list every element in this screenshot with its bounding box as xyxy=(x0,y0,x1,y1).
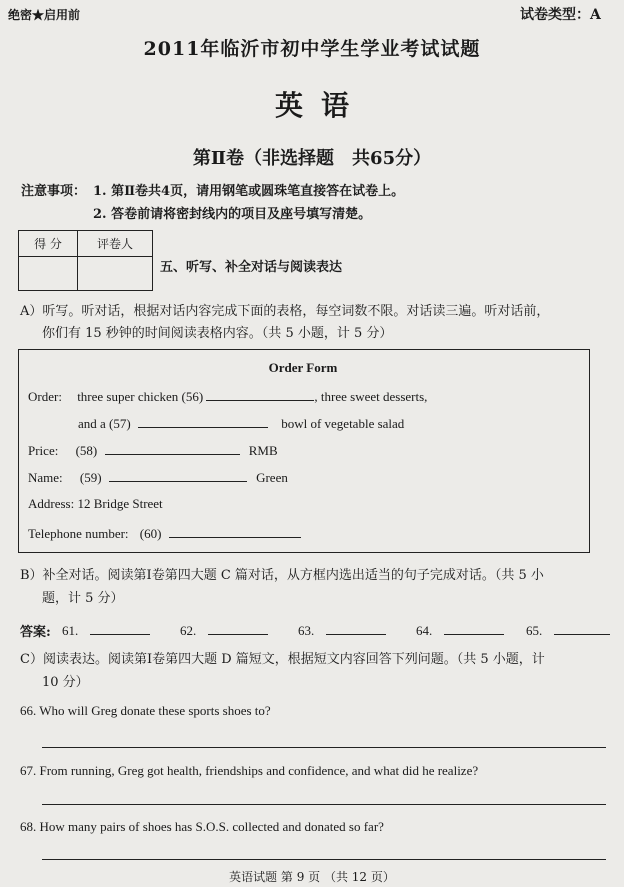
order-form-title: Order Form xyxy=(268,360,338,375)
blank-65-num: 65. xyxy=(526,623,543,638)
blank-61-group xyxy=(62,621,150,639)
score-header: 得 分 xyxy=(19,231,78,257)
answer-line-68[interactable] xyxy=(42,858,606,860)
order-row xyxy=(28,387,427,405)
secret-label: 绝密★启用前 xyxy=(8,8,81,22)
price-label: Price: xyxy=(28,443,59,458)
notes-item-2: 2. 答卷前请将密封线内的项目及座号填写清楚。 xyxy=(93,207,372,222)
subject-title: 英语 xyxy=(274,89,367,122)
part-c-line2: 10 分） xyxy=(42,675,89,690)
notes-item-1: 1. 第Ⅱ卷共4页，请用钢笔或圆珠笔直接答在试卷上。 xyxy=(93,184,405,199)
price-num: (58) xyxy=(75,443,98,458)
blank-59[interactable] xyxy=(109,468,247,482)
order-post: , three sweet desserts, xyxy=(314,389,428,404)
volume-title: 第Ⅱ卷（非选择题 共65分） xyxy=(192,148,432,169)
blank-62-num: 62. xyxy=(180,623,197,638)
blank-63[interactable] xyxy=(326,621,386,635)
phone-row xyxy=(28,524,301,542)
blank-64-num: 64. xyxy=(416,623,433,638)
part-a-line1: A）听写。听对话，根据对话内容完成下面的表格，每空词数不限。对话读三遍。听对话前， xyxy=(20,304,550,319)
answer-line-67[interactable] xyxy=(42,803,606,805)
answer-line-66[interactable] xyxy=(42,746,606,748)
part-c-line1: C）阅读表达。阅读第Ⅰ卷第四大题 D 篇短文，根据短文内容回答下列问题。（共 5 小题，计 xyxy=(20,652,545,667)
exam-title: 2011年临沂市初中学生学业考试试题 xyxy=(143,38,481,60)
price-row xyxy=(28,441,278,459)
blank-63-group xyxy=(298,621,386,639)
blank-60[interactable] xyxy=(169,524,301,538)
name-post: Green xyxy=(256,470,288,485)
name-label: Name: xyxy=(28,470,63,485)
and-post: bowl of vegetable salad xyxy=(281,416,405,431)
blank-56[interactable] xyxy=(206,387,314,401)
blank-62-group xyxy=(180,621,268,639)
name-row xyxy=(28,468,288,486)
order-pre: three super chicken (56) xyxy=(77,389,204,404)
blank-61-num: 61. xyxy=(62,623,79,638)
blank-62[interactable] xyxy=(208,621,268,635)
answer-row xyxy=(20,621,51,640)
grader-cell[interactable] xyxy=(78,257,153,291)
and-row xyxy=(78,414,404,432)
question-67: 67. From running, Greg got health, friendships and confidence, and what did he realize? xyxy=(20,763,479,778)
blank-63-num: 63. xyxy=(298,623,315,638)
blank-65-group xyxy=(526,621,610,639)
notes-label: 注意事项： xyxy=(21,184,87,199)
blank-64[interactable] xyxy=(444,621,504,635)
blank-58[interactable] xyxy=(105,441,240,455)
name-num: (59) xyxy=(79,470,102,485)
score-table xyxy=(18,230,153,291)
address-row: Address: 12 Bridge Street xyxy=(28,496,163,511)
page-footer: 英语试题 第 9 页 （共 12 页） xyxy=(229,870,395,884)
part-b-line2: 题，计 5 分） xyxy=(42,591,124,606)
question-68: 68. How many pairs of shoes has S.O.S. collected and donated so far? xyxy=(20,819,384,834)
score-cell[interactable] xyxy=(19,257,78,291)
blank-65[interactable] xyxy=(554,621,610,635)
section-title: 五、听写、补全对话与阅读表达 xyxy=(160,260,343,275)
paper-type: 试卷类型：A xyxy=(520,7,601,23)
phone-num: (60) xyxy=(139,526,162,541)
answer-label: 答案: xyxy=(20,625,51,640)
grader-header: 评卷人 xyxy=(78,231,153,257)
order-label: Order: xyxy=(28,389,62,404)
part-b-line1: B）补全对话。阅读第Ⅰ卷第四大题 C 篇对话，从方框内选出适当的句子完成对话。（共 5 小 xyxy=(20,568,544,583)
blank-64-group xyxy=(416,621,504,639)
phone-label: Telephone number: xyxy=(28,526,129,541)
part-a-line2: 你们有 15 秒钟的时间阅读表格内容。（共 5 小题，计 5 分） xyxy=(42,326,393,341)
question-66: 66. Who will Greg donate these sports shoes to? xyxy=(20,703,271,718)
blank-57[interactable] xyxy=(138,414,268,428)
and-pre: and a (57) xyxy=(78,416,131,431)
blank-61[interactable] xyxy=(90,621,150,635)
price-unit: RMB xyxy=(248,443,278,458)
